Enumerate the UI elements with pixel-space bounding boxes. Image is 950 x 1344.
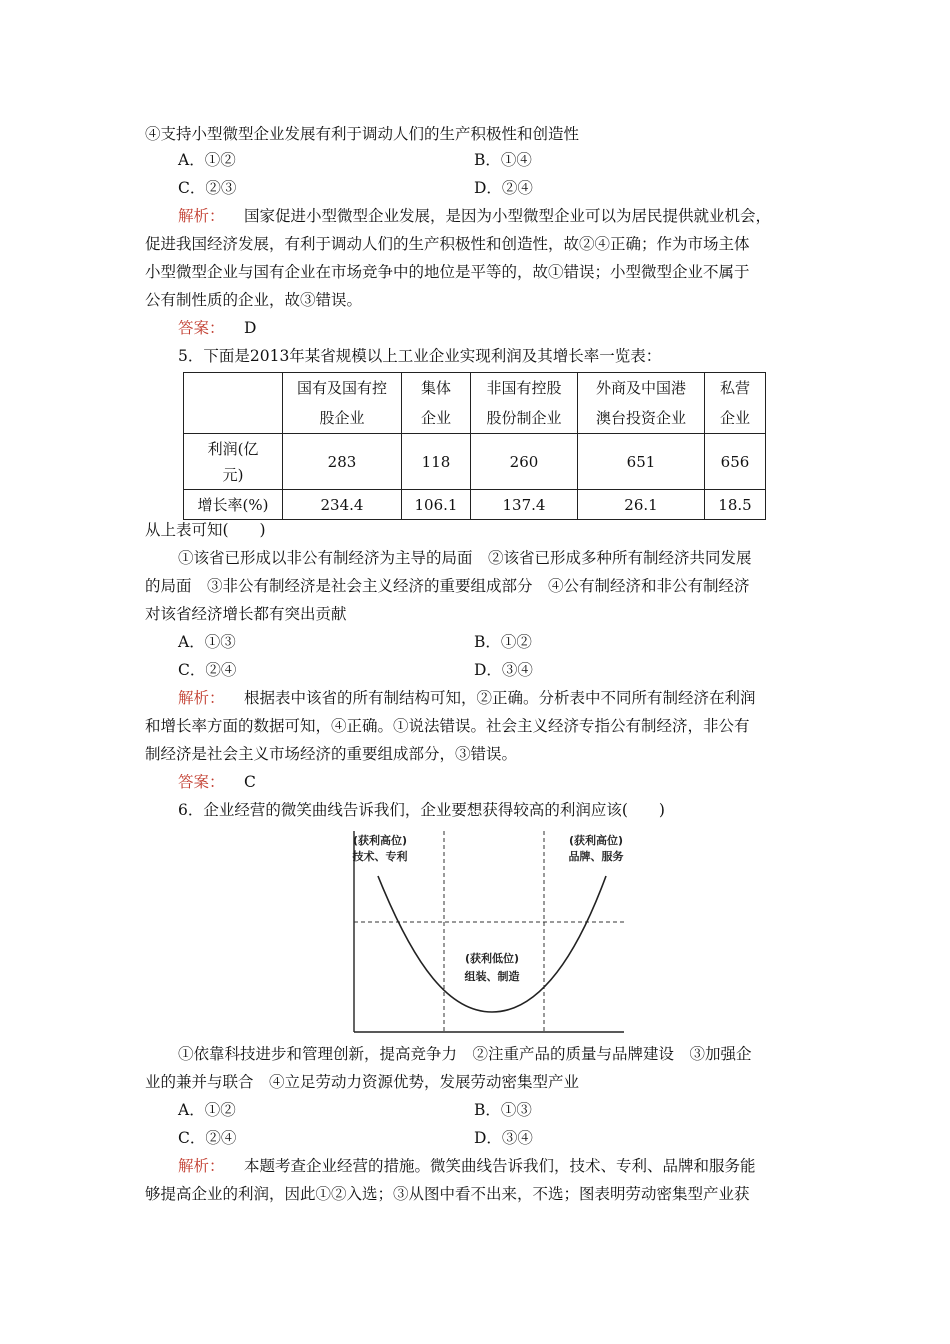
table-cell: 18.5	[705, 490, 766, 520]
table-cell: 137.4	[471, 490, 578, 520]
q5-answer-label: 答案：	[178, 773, 225, 791]
header-line: 外商及中国港	[595, 379, 686, 397]
q5-answer: C	[244, 773, 256, 791]
q4-option-c: C．②③	[178, 179, 237, 197]
q5-statement-line-3: 对该省经济增长都有突出贡献	[145, 605, 347, 623]
right-label-2: 品牌、服务	[568, 850, 624, 863]
q6-analysis-line-2: 够提高企业的利润，因此①②入选；③从图中看不出来，不选；图表明劳动密集型产业获	[145, 1185, 750, 1203]
q6-stem: 6．企业经营的微笑曲线告诉我们，企业要想获得较高的利润应该( )	[178, 801, 665, 819]
table-header-foreign	[578, 373, 705, 434]
table-cell: 26.1	[578, 490, 705, 520]
table-row-label-profit	[184, 434, 283, 490]
row-label-line: 利润(亿	[207, 439, 259, 458]
table-header-non-state-holding	[471, 373, 578, 434]
q5-option-a: A．①③	[178, 633, 236, 651]
q6-statement-line-2: 业的兼并与联合 ④立足劳动力资源优势，发展劳动密集型产业	[145, 1073, 580, 1091]
header-line: 非国有控股	[486, 379, 562, 397]
smile-curve	[378, 876, 606, 1012]
q4-analysis-label: 解析：	[178, 207, 225, 225]
q4-answer: D	[244, 319, 257, 337]
table-header-state-owned	[283, 373, 402, 434]
q5-analysis-line-2: 和增长率方面的数据可知，④正确。①说法错误。社会主义经济专指公有制经济，非公有	[145, 717, 750, 735]
header-line: 企业	[719, 409, 750, 427]
q4-option-d: D．②④	[474, 179, 533, 197]
q6-option-d: D．③④	[474, 1129, 533, 1147]
left-label-2: 技术、专利	[352, 850, 408, 863]
q6-analysis-label: 解析：	[178, 1157, 225, 1175]
table-cell: 260	[471, 434, 578, 490]
table-cell: 234.4	[283, 490, 402, 520]
table-cell: 106.1	[402, 490, 471, 520]
q5-after-table: 从上表可知( )	[145, 521, 266, 539]
q5-analysis-line-3: 制经济是社会主义市场经济的重要组成部分，③错误。	[145, 745, 518, 763]
smile-curve-figure	[340, 828, 640, 1038]
header-line: 私营	[719, 379, 750, 397]
profit-table	[183, 372, 766, 520]
table-header-collective	[402, 373, 471, 434]
q6-statement-line-1: ①依靠科技进步和管理创新，提高竞争力 ②注重产品的质量与品牌建设 ③加强企	[178, 1045, 752, 1063]
q4-analysis-line-3: 小型微型企业与国有企业在市场竞争中的地位是平等的，故①错误；小型微型企业不属于	[145, 263, 750, 281]
right-label-1: (获利高位)	[568, 834, 624, 847]
q4-analysis-line-2: 促进我国经济发展，有利于调动人们的生产积极性和创造性，故②④正确；作为市场主体	[145, 235, 750, 253]
table-cell: 283	[283, 434, 402, 490]
q5-option-c: C．②④	[178, 661, 237, 679]
table-corner-cell	[184, 373, 283, 434]
q5-stem: 5．下面是2013年某省规模以上工业企业实现利润及其增长率一览表：	[178, 347, 662, 365]
q5-analysis-label: 解析：	[178, 689, 225, 707]
q5-statement-line-1: ①该省已形成以非公有制经济为主导的局面 ②该省已形成多种所有制经济共同发展	[178, 549, 752, 567]
q4-answer-label: 答案：	[178, 319, 225, 337]
q5-option-b: B．①②	[474, 633, 532, 651]
q4-analysis-line-4: 公有制性质的企业，故③错误。	[145, 291, 363, 309]
table-cell: 118	[402, 434, 471, 490]
header-line: 股企业	[319, 409, 365, 427]
q5-statement-line-2: 的局面 ③非公有制经济是社会主义经济的重要组成部分 ④公有制经济和非公有制经济	[145, 577, 750, 595]
q4-option-a: A．①②	[178, 151, 236, 169]
table-cell: 656	[705, 434, 766, 490]
header-line: 国有及国有控	[296, 379, 387, 397]
table-header-private	[705, 373, 766, 434]
header-line: 企业	[420, 409, 451, 427]
left-label-1: (获利高位)	[352, 834, 408, 847]
row-label-line: 元)	[222, 465, 244, 484]
q4-option-b: B．①④	[474, 151, 532, 169]
q5-option-d: D．③④	[474, 661, 533, 679]
q6-option-b: B．①③	[474, 1101, 532, 1119]
header-line: 股份制企业	[486, 409, 562, 427]
header-line: 澳台投资企业	[595, 409, 686, 427]
table-cell: 651	[578, 434, 705, 490]
q6-option-a: A．①②	[178, 1101, 236, 1119]
q6-analysis-line-1: 本题考查企业经营的措施。微笑曲线告诉我们，技术、专利、品牌和服务能	[244, 1157, 756, 1175]
q5-analysis-line-1: 根据表中该省的所有制结构可知，②正确。分析表中不同所有制经济在利润	[244, 689, 756, 707]
q6-option-c: C．②④	[178, 1129, 237, 1147]
q4-analysis-line-1: 国家促进小型微型企业发展，是因为小型微型企业可以为居民提供就业机会，	[244, 207, 772, 225]
q4-statement-4: ④支持小型微型企业发展有利于调动人们的生产积极性和创造性	[145, 125, 580, 143]
table-row-label-growth: 增长率(%)	[184, 490, 283, 520]
header-line: 集体	[420, 379, 451, 397]
mid-label-1: (获利低位)	[464, 952, 520, 965]
mid-label-2: 组装、制造	[464, 970, 520, 983]
